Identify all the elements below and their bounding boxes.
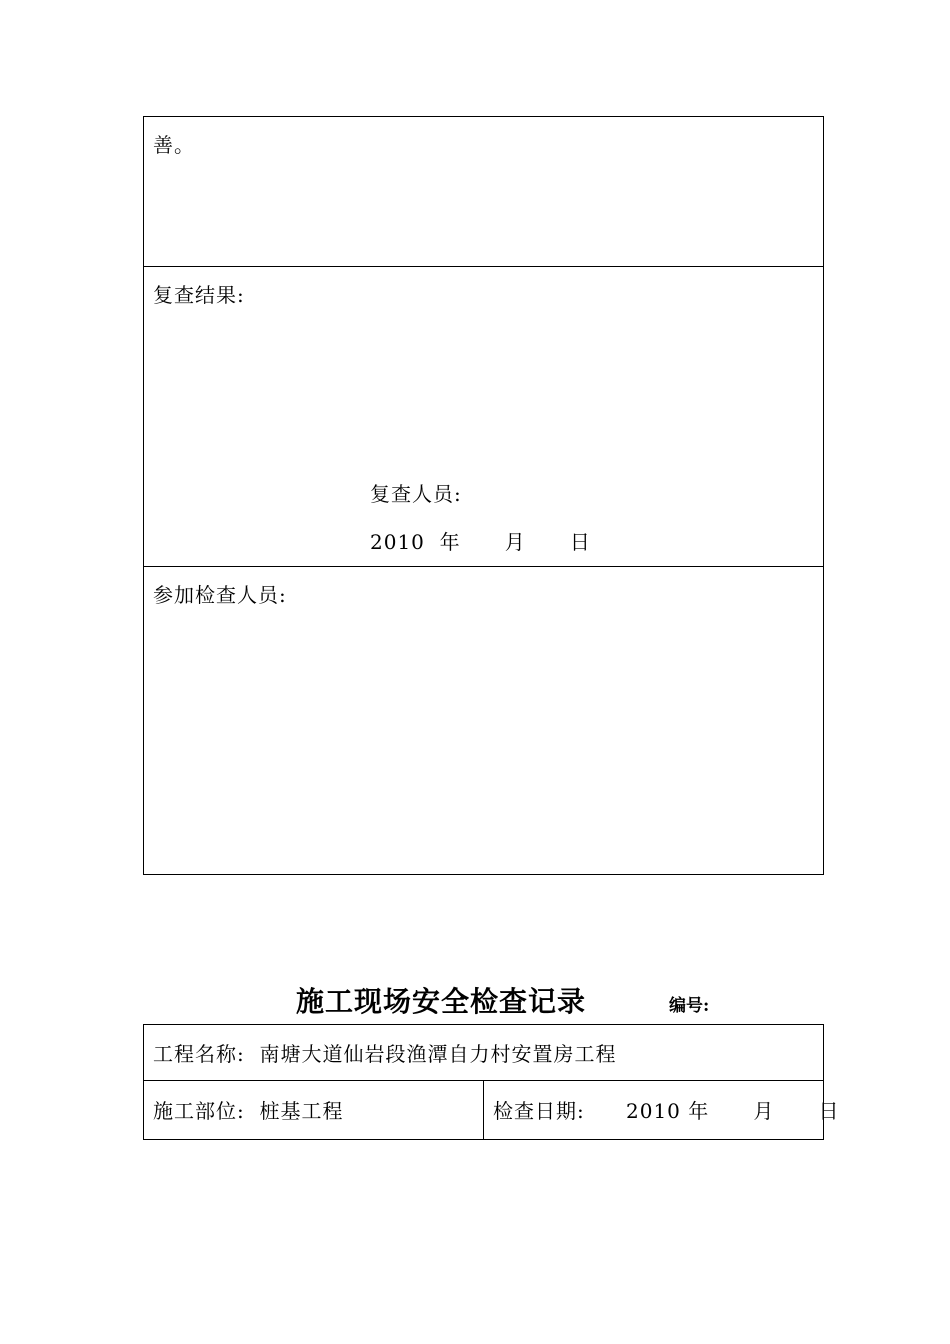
number-label: 编号: [669, 996, 710, 1016]
continuation-text: 善。 [153, 133, 195, 157]
check-date-label: 检查日期: [493, 1099, 585, 1123]
recheck-person-label: 复查人员: [370, 482, 462, 506]
info-column-divider [483, 1080, 484, 1140]
project-name: 工程名称: 南塘大道仙岩段渔潭自力村安置房工程 [153, 1042, 617, 1066]
top-table [143, 116, 824, 875]
recheck-result-label: 复查结果: [153, 283, 245, 307]
check-date-value: 2010 年 月 日 [626, 1099, 840, 1123]
recheck-date: 2010 年 月 日 [370, 530, 591, 554]
form-title: 施工现场安全检查记录 [296, 985, 587, 1018]
row-divider-2 [143, 566, 824, 567]
construction-part: 施工部位: 桩基工程 [153, 1099, 344, 1123]
participants-label: 参加检查人员: [153, 583, 287, 607]
row-divider-1 [143, 266, 824, 267]
